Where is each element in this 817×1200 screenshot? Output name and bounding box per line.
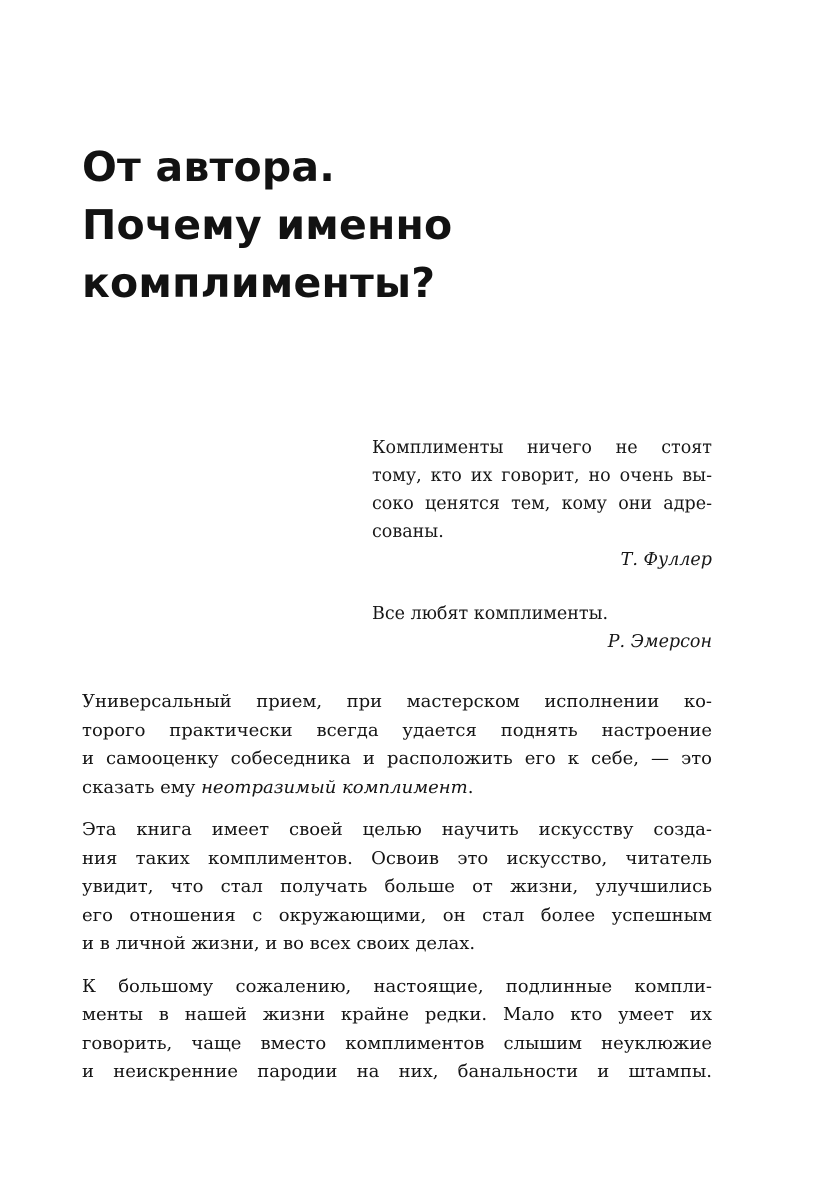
epigraphs bbox=[372, 434, 712, 656]
epigraph-line: тому, кто их говорит, но очень вы- bbox=[372, 466, 712, 486]
chapter-title-line: Почему именно bbox=[82, 201, 453, 249]
epigraph-author: Т. Фуллер bbox=[620, 550, 712, 570]
text-line: менты в нашей жизни крайне редки. Мало кто умеет их bbox=[82, 1004, 712, 1025]
emphasized-term: неотразимый комплимент bbox=[201, 776, 468, 798]
epigraph-fuller bbox=[372, 434, 712, 574]
text-line: говорить, чаще вместо комплиментов слышим неуклюжие bbox=[82, 1032, 712, 1054]
text-line: и неискренние пародии на них, банальности и штампы. bbox=[82, 1061, 712, 1082]
chapter-title-line: комплименты? bbox=[82, 259, 436, 307]
text-line: его отношения с окружающими, он стал более успешным bbox=[82, 904, 712, 926]
body-text bbox=[82, 688, 712, 1101]
epigraph-line: Все любят комплименты. bbox=[372, 604, 609, 624]
paragraph bbox=[82, 973, 712, 1087]
text-line: увидит, что стал получать больше от жизни, улучшились bbox=[82, 876, 712, 897]
epigraph-spacer bbox=[372, 574, 712, 600]
epigraph-line: сованы. bbox=[372, 522, 444, 542]
epigraph-line: Комплименты ничего не стоят bbox=[372, 438, 712, 458]
paragraph bbox=[82, 816, 712, 959]
text-line: Эта книга имеет своей целью научить искусству созда- bbox=[82, 819, 712, 840]
text-fragment: . bbox=[467, 776, 474, 798]
chapter-title bbox=[82, 138, 742, 312]
epigraph-line: соко ценятся тем, кому они адре- bbox=[372, 494, 712, 514]
text-line: и самооценку собеседника и расположить его к себе, — это bbox=[82, 748, 712, 769]
text-line bbox=[82, 774, 712, 803]
text-line: торого практически всегда удается поднять настроение bbox=[82, 719, 712, 741]
chapter-title-line: От автора. bbox=[82, 143, 336, 191]
epigraph-emerson bbox=[372, 600, 712, 656]
paragraph bbox=[82, 688, 712, 802]
epigraph-author: Р. Эмерсон bbox=[607, 632, 712, 652]
text-line: ния таких комплиментов. Освоив это искусство, читатель bbox=[82, 847, 712, 869]
text-line: К большому сожалению, настоящие, подлинные компли- bbox=[82, 975, 712, 997]
text-fragment: сказать ему bbox=[82, 776, 202, 798]
text-line: Универсальный прием, при мастерском исполнении ко- bbox=[82, 691, 712, 712]
text-line: и в личной жизни, и во всех своих делах. bbox=[82, 933, 476, 954]
